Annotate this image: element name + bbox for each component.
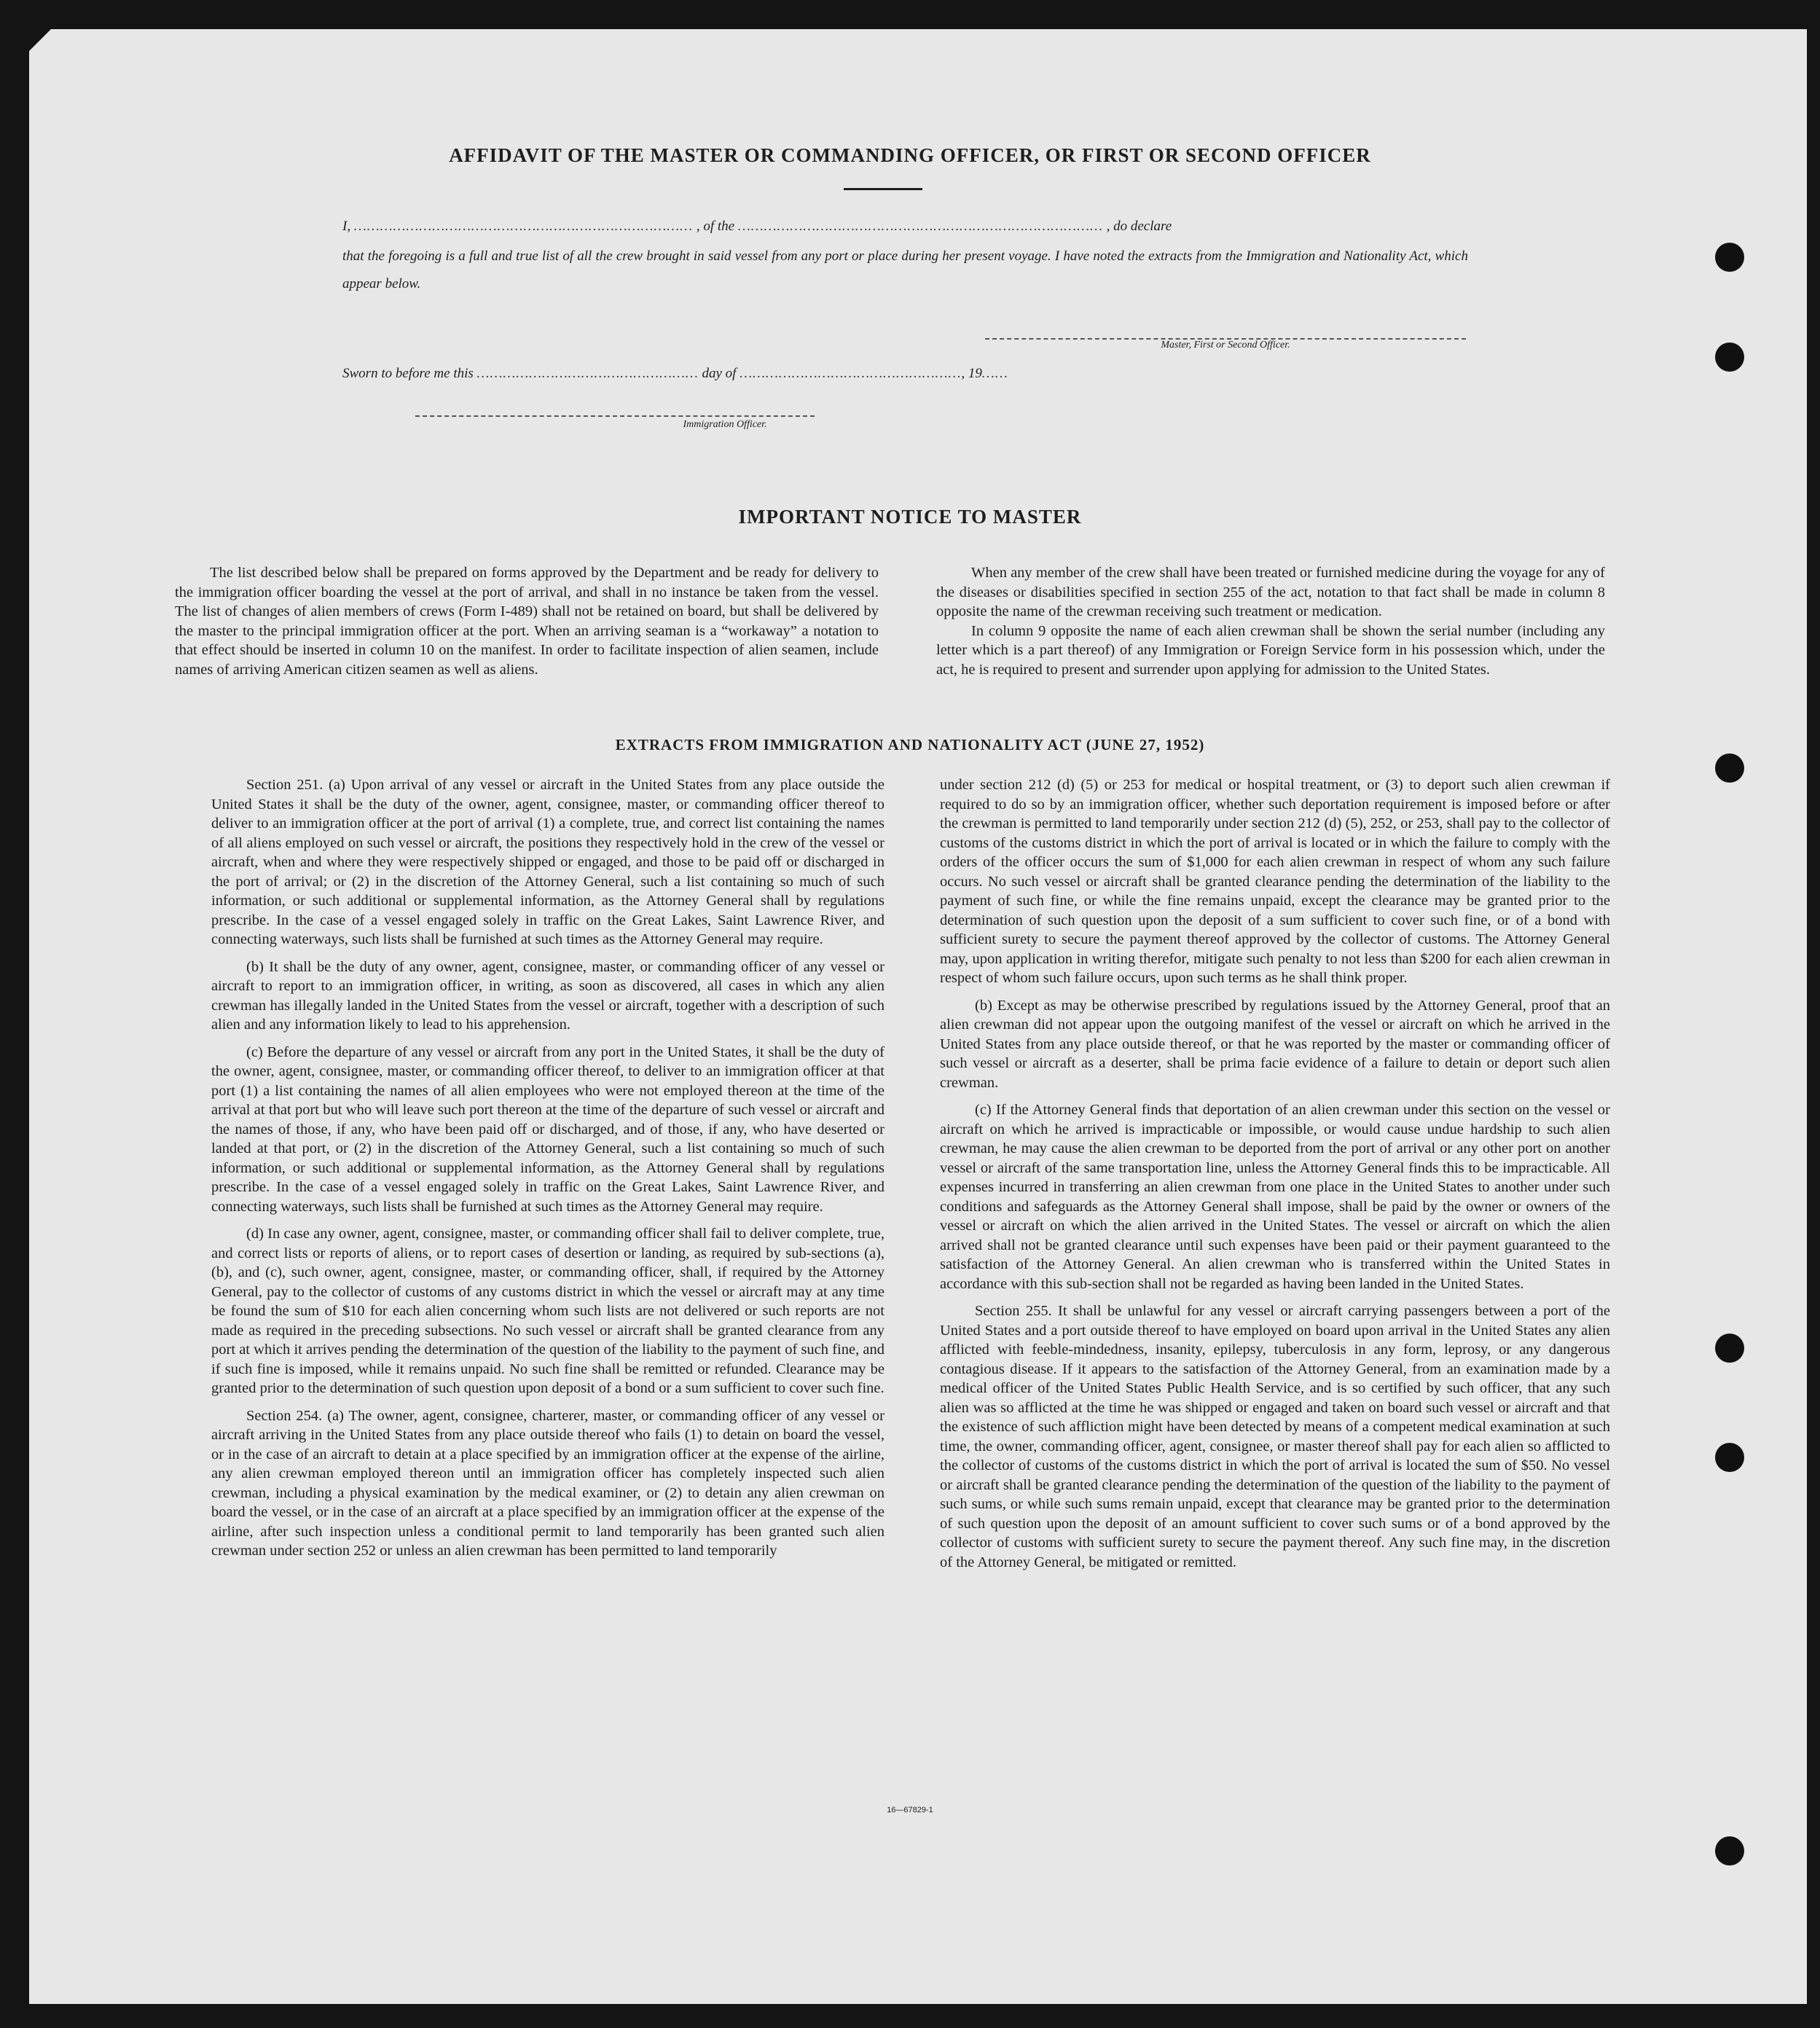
- notice-left-column: [175, 563, 879, 679]
- affidavit-statement: that the foregoing is a full and true list of all the crew brought in said vessel from any port or place during her present voyage. I have noted the extracts from the Immigration and Nationality Act, which appear below.: [342, 248, 1468, 291]
- section-251-d: (d) In case any owner, agent, consignee, master, or commanding officer shall fail to deliver complete, true, and correct lists or reports of aliens, or to report cases of desertion or landing, as required by sub-sections (a), (b), and (c), such owner, agent, consignee, master, or commanding officer, shall, if required by the Attorney General, pay to the collector of customs of any customs district in which the vessel or aircraft may at any time be found the sum of $10 for each alien concerning whom such lists are not delivered or such reports are not made as required in the preceding subsections. No such vessel or aircraft shall be granted clearance from any port at which it arrives pending the determination of the question of the liability to the payment of such fine, and if such fine is imposed, while it remains unpaid. No such fine shall be remitted or refunded. Clearance may be granted prior to the determination of such question upon deposit of a bond or a sum sufficient to cover such fine.: [211, 1226, 884, 1396]
- declaration-of-the: , of the: [696, 219, 735, 234]
- sworn-month-blank[interactable]: ……………………………………………: [740, 366, 962, 381]
- sworn-text: Sworn to before me this: [342, 366, 474, 381]
- notice-paragraph: The list described below shall be prepared on forms approved by the Department and be ready for delivery to the immigration officer boarding the vessel at the port of arrival, and shall in no instance be taken from the vessel. The list of changes of alien members of crews (Form I-489) shall not be retained on board, but shall be delivered by the master to the principal immigration officer at the port. When an arriving seaman is a “workaway” a notation to that effect should be inserted in column 10 on the manifest. In order to facilitate inspection of alien seamen, include names of arriving American citizen seamen as well as aliens.: [175, 565, 879, 678]
- title-rule: [844, 188, 922, 190]
- officer-signature-line[interactable]: [415, 415, 815, 417]
- section-254-c: (c) If the Attorney General finds that deportation of an alien crewman under this section on the vessel or aircraft on which he arrived is impracticable or impossible, or would cause undue hardship to such alien crewman, he may cause the alien crewman to be deported from the port of arrival or any other port on another vessel or aircraft of the same transportation line, unless the Attorney General finds this to be impracticable. All expenses incurred in transferring an alien crewman from one place in the United States to another under such conditions and safeguards as the Attorney General shall impose, shall be paid by the owner or owners of the vessel or aircraft on which the alien arrived in the United States. The vessel or aircraft on which the alien arrived shall not be granted clearance until such expenses have been paid or their payment guaranteed to the satisfaction of the Attorney General. An alien crewman who is transferred within the United States in accordance with this sub-section shall not be regarded as having been landed in the United States.: [940, 1102, 1610, 1292]
- name-blank[interactable]: ……………………………………………………………………: [353, 219, 694, 234]
- sworn-day-of: day of: [702, 366, 737, 381]
- sworn-day-blank[interactable]: ……………………………………………: [476, 366, 699, 381]
- binder-hole: [1715, 1836, 1744, 1865]
- declaration-declare: , do declare: [1106, 219, 1172, 234]
- section-255: Section 255. It shall be unlawful for any vessel or aircraft carrying passengers between a port of the United States and a port outside thereof to have employed on board upon arrival in the United States any alien afflicted with feeble-mindedness, insanity, epilepsy, tuberculosis in any form, leprosy, or any dangerous contagious disease. If it appears to the satisfaction of the Attorney General, from an examination made by a medical officer of the United States Public Health Service, and is so certified by such officer, that any such alien was so afflicted at the time he was shipped or engaged and taken on board such vessel or aircraft and that the existence of such affliction might have been detected by means of a competent medical examination at such time, the owner, commanding officer, agent, consignee, or master thereof shall pay for each alien so afflicted to the collector of customs of the customs district in which the port of arrival is located the sum of $50. No vessel or aircraft shall be granted clearance pending the determination of the question of the liability to the payment of such sums, or while such sums remain unpaid, except that clearance may be granted prior to the determination of such question upon the deposit of an amount sufficient to cover such sums or of a bond approved by the collector of customs with sufficient surety to secure the payment thereof. Any such fine may, in the discretion of the Attorney General, be mitigated or remitted.: [940, 1303, 1610, 1570]
- binder-hole: [1715, 342, 1744, 372]
- sworn-year-blank[interactable]: ……: [981, 366, 1008, 381]
- section-254-a-continued: under section 212 (d) (5) or 253 for medical or hospital treatment, or (3) to deport such alien crewman if required to do so by an immigration officer, whether such deportation requirement is imposed before or after the crewman is permitted to land temporarily under section 212 (d) (5), 252, or 253, shall pay to the collector of customs of the customs district in which the port of arrival is located or in which the failure to comply with the orders of the officer occurs the sum of $1,000 for each alien crewman in respect of whom any such failure occurs. No such vessel or aircraft shall be granted clearance pending the determination of the liability to the payment of such fine, or while the fine remains unpaid, except the clearance may be granted prior to the determination of such question upon the deposit of a sum sufficient to cover such fine, or of a bond with sufficient surety to secure the payment thereof approved by the collector of customs. The Attorney General may, upon application in writing therefor, mitigate such penalty to not less than $200 for each alien crewman in respect of whom such failure occurs, upon such terms as he shall think proper.: [940, 777, 1610, 986]
- section-251-c: (c) Before the departure of any vessel or aircraft from any port in the United States, it shall be the duty of the owner, agent, consignee, master, or commanding officer thereof, to deliver to an immigration officer at that port (1) a list containing the names of all alien employees who were not employed thereon at the time of the arrival at that port but who will leave such port thereon at the time of the departure of such vessel or aircraft and the names of those, if any, who have been paid off or discharged, and of those, if any, who have deserted or landed at that port, or (2) in the discretion of the Attorney General, such a list containing so much of such information, or such additional or supplemental information, as the Attorney General shall by regulations prescribe. In the case of a vessel engaged solely in traffic on the Great Lakes, Saint Lawrence River, and connecting waterways, such lists shall be furnished at such times as the Attorney General may require.: [211, 1044, 884, 1215]
- extracts-left-column: [211, 775, 884, 1561]
- notice-paragraph: In column 9 opposite the name of each alien crewman shall be shown the serial number (including any letter which is a part thereof) of any Immigration or Foreign Service form in his possession which, under the act, he is required to present and surrender upon applying for admission to the United States.: [936, 622, 1605, 678]
- binder-hole: [1715, 753, 1744, 783]
- sworn-line: [342, 366, 1468, 382]
- section-251-a: Section 251. (a) Upon arrival of any vessel or aircraft in the United States from any place outside the United States it shall be the duty of the owner, agent, consignee, master, or commanding officer thereof to deliver to an immigration officer at the port of arrival (1) a complete, true, and correct list containing the names of all aliens employed on such vessel or aircraft, the positions they respectively hold in the crew of the vessel or aircraft, when and where they were respectively shipped or engaged, and those to be paid off or discharged in the port of arrival; or (2) in the discretion of the Attorney General, such a list containing so much of such information, or such additional or supplemental information, as the Attorney General shall by regulations prescribe. In the case of a vessel engaged solely in traffic on the Great Lakes, Saint Lawrence River, and connecting waterways, such lists shall be furnished at such times as the Attorney General may require.: [211, 777, 884, 947]
- form-number: 16—67829-1: [887, 1806, 933, 1814]
- declaration-line: [342, 219, 1468, 235]
- extracts-right-column: [940, 775, 1610, 1572]
- notice-title: IMPORTANT NOTICE TO MASTER: [738, 506, 1082, 528]
- extracts-title: EXTRACTS FROM IMMIGRATION AND NATIONALITY ACT (JUNE 27, 1952): [615, 736, 1205, 753]
- officer-signature-caption: Immigration Officer.: [683, 419, 767, 430]
- binder-hole: [1715, 1443, 1744, 1472]
- section-251-b: (b) It shall be the duty of any owner, agent, consignee, master, or commanding officer of any vessel or aircraft to report to an immigration officer, in writing, as soon as discovered, all cases in which any alien crewman has illegally landed in the United States from the vessel or aircraft, together with a description of such alien and any information likely to lead to his apprehension.: [211, 958, 884, 1033]
- section-254-b: (b) Except as may be otherwise prescribed by regulations issued by the Attorney General, proof that an alien crewman did not appear upon the outgoing manifest of the vessel or aircraft on which he arrived in the United States from any place outside thereof, or that he was reported by the master or commanding officer of such vessel or aircraft as a deserter, shall be prima facie evidence of a failure to detain or deport such alien crewman.: [940, 997, 1610, 1091]
- declaration-i: I,: [342, 219, 351, 234]
- notice-paragraph: When any member of the crew shall have been treated or furnished medicine during the voyage for any of the diseases or disabilities specified in section 255 of the act, notation to that fact shall be made in column 8 opposite the name of the crewman receiving such treatment or medication.: [936, 565, 1605, 619]
- binder-hole: [1715, 243, 1744, 272]
- affidavit-title: AFFIDAVIT OF THE MASTER OR COMMANDING OFFICER, OR FIRST OR SECOND OFFICER: [449, 144, 1371, 166]
- notice-right-column: [936, 563, 1605, 679]
- sworn-year: , 19: [961, 366, 982, 381]
- section-254-a: Section 254. (a) The owner, agent, consignee, charterer, master, or commanding officer of any vessel or aircraft arriving in the United States from any place outside thereof who fails (1) to detain on board the vessel, or in the case of an aircraft to detain at a place specified by an immigration officer at the expense of the airline, any alien crewman employed thereon until an immigration officer has completely inspected such alien crewman, including a physical examination by the medical examiner, or (2) to detain any alien crewman on board the vessel, or in the case of an aircraft at a place specified by an immigration officer at the expense of the airline, after such inspection unless a conditional permit to land temporarily has been granted such alien crewman under section 252 or unless an alien crewman has been permitted to land temporarily: [211, 1407, 884, 1559]
- master-signature-caption: Master, First or Second Officer.: [1161, 340, 1290, 351]
- binder-hole: [1715, 1334, 1744, 1363]
- vessel-blank[interactable]: …………………………………………………………………………: [737, 219, 1103, 234]
